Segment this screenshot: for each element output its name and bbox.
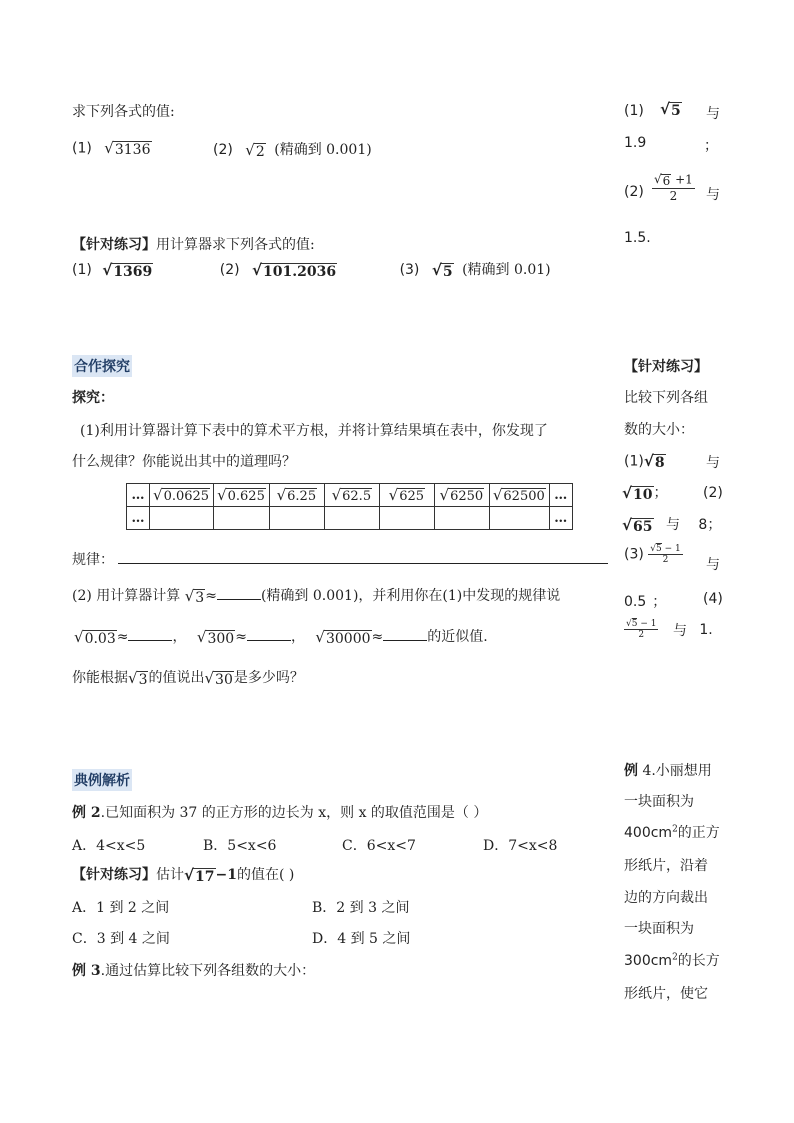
- table-cell: …: [127, 507, 150, 530]
- table-cell: √ 6.25: [269, 484, 324, 507]
- table-cell-blank[interactable]: [379, 507, 434, 530]
- sqrt-expression: √ 5: [660, 100, 681, 119]
- sqrt-expression: √ 0.03: [74, 627, 116, 647]
- item-label: (3): [399, 262, 420, 278]
- right-practice-line2: 数的大小：: [624, 422, 694, 438]
- right-practice-line8: $\frac{√5 - 1}{2}$ 与 1.: [626, 619, 713, 640]
- rule-label: 规律：: [72, 552, 114, 568]
- practice2-question: 【针对练习】估计 √ 17 −1的值在( ): [72, 865, 295, 885]
- right-practice-line6: (3) $\frac{√5 - 1}{2}$: [624, 544, 681, 565]
- table-cell: …: [549, 484, 572, 507]
- practice-text: 用计算器求下列各式的值:: [156, 237, 315, 253]
- fraction: $\frac{√5 - 1}{2}$: [626, 619, 657, 640]
- right-r1-semicolon: ；: [704, 138, 718, 154]
- explore-para-line1: (1)利用计算器计算下表中的算术平方根，并将计算结果填在表中，你发现了: [80, 423, 548, 439]
- sqrt-expression: √ 10: [622, 483, 653, 503]
- sqrt-expression: √ 1369: [102, 260, 153, 280]
- table-cell: √ 0.625: [214, 484, 270, 507]
- table-cell: √ 62.5: [324, 484, 379, 507]
- table-cell: √ 625: [379, 484, 434, 507]
- right-practice-l3-yu: 与: [706, 455, 720, 471]
- table-cell: …: [127, 484, 150, 507]
- practice2-option-b[interactable]: B．2 到 3 之间: [312, 900, 410, 916]
- example4-line7: $300cm^2$的长方: [624, 952, 720, 969]
- table-cell-blank[interactable]: [214, 507, 270, 530]
- right-practice-heading: 【针对练习】: [624, 359, 708, 375]
- answer-blank[interactable]: [383, 628, 427, 641]
- rule-answer-line[interactable]: [118, 563, 608, 564]
- right-r2-frac: [652, 172, 695, 203]
- example4-line6: 一块面积为: [624, 921, 694, 937]
- example2-option-c[interactable]: C．6<x<7: [342, 838, 416, 854]
- answer-blank[interactable]: [128, 628, 172, 641]
- section1-item2: [213, 139, 372, 160]
- explore-part2-approx-line: √ 0.03 ≈ ， √ 300 ≈ ， √ 30000 ≈ 的近似值.: [74, 627, 488, 647]
- practice1-items: [72, 259, 551, 280]
- example4-line8: 形纸片，使它: [624, 986, 708, 1002]
- right-r1-label: (1): [624, 103, 644, 119]
- table-cell: √ 0.0625: [150, 484, 214, 507]
- answer-blank[interactable]: [247, 628, 291, 641]
- table-cell-blank[interactable]: [269, 507, 324, 530]
- section1-item1: [72, 139, 152, 158]
- item-label: (1): [72, 262, 92, 278]
- example2-question: 例 2.已知面积为 37 的正方形的边长为 x，则 x 的取值范围是（ ）: [72, 805, 488, 821]
- sqrt-expression: √ 2: [245, 140, 265, 160]
- table-cell-blank[interactable]: [434, 507, 489, 530]
- example3-question: 例 3.通过估算比较下列各组数的大小：: [72, 963, 316, 979]
- explore-part2-line: (2) 用计算器计算 √ 3 ≈ (精确到 0.001)，并利用你在(1)中发现的规律说: [72, 586, 561, 606]
- table-cell-blank[interactable]: [324, 507, 379, 530]
- practice1-line: [72, 234, 315, 254]
- fraction: √ 6 +1 2: [654, 172, 693, 203]
- item-label: (2): [219, 262, 240, 278]
- practice2-option-a[interactable]: A．1 到 2 之间: [72, 900, 170, 916]
- right-practice-l7-label: (4): [703, 591, 723, 607]
- right-practice-l4-label: (2): [703, 485, 723, 501]
- precision-note: (精确到 0.001): [274, 142, 372, 158]
- sqrt-expression: √ 30000: [315, 627, 371, 647]
- right-practice-l6-yu: 与: [706, 557, 720, 573]
- right-r2-yu: 与: [706, 187, 720, 203]
- example4-line3: $400cm^2$的正方: [624, 824, 720, 841]
- section-heading-examples: 典例解析: [72, 769, 132, 791]
- section-heading-cooperative: 合作探究: [72, 355, 132, 377]
- sqrt-expression: √ 3: [128, 668, 148, 688]
- right-r2-label: (2): [624, 184, 644, 200]
- example2-option-d[interactable]: D．7<x<8: [483, 838, 558, 854]
- table-cell: √ 62500: [489, 484, 549, 507]
- answer-blank[interactable]: [217, 587, 261, 600]
- sqrt-expression: √ 3: [184, 586, 205, 606]
- right-practice-line5: √ 65 与 8；: [622, 515, 722, 535]
- item-label: (2): [213, 142, 233, 158]
- sqrt-expression: √ 5: [431, 260, 453, 280]
- practice2-option-c[interactable]: C．3 到 4 之间: [72, 931, 170, 947]
- sqrt-table: [126, 483, 573, 530]
- example4-line2: 一块面积为: [624, 794, 694, 810]
- example4-line5: 边的方向裁出: [624, 890, 708, 906]
- example4-line1: 例 4.小丽想用: [624, 763, 712, 779]
- section1-intro: 求下列各式的值:: [72, 104, 175, 120]
- sqrt-expression: √ 300: [196, 627, 235, 647]
- practice2-option-d[interactable]: D．4 到 5 之间: [312, 931, 411, 947]
- table-cell-blank[interactable]: [489, 507, 549, 530]
- table-cell-blank[interactable]: [150, 507, 214, 530]
- example2-option-b[interactable]: B．5<x<6: [203, 838, 277, 854]
- fraction: $\frac{√5 - 1}{2}$: [650, 544, 681, 565]
- right-r2-value: 1.5.: [624, 230, 651, 246]
- explore-label: 探究：: [72, 390, 114, 406]
- sqrt-expression: √ 30: [204, 668, 233, 688]
- sqrt-expression: √ 8: [643, 452, 665, 471]
- table-cell: …: [549, 507, 572, 530]
- explore-para-line2: 什么规律？你能说出其中的道理吗？: [72, 454, 296, 470]
- right-r1-value: 1.9: [624, 135, 647, 151]
- right-practice-line4: √ 10 ；: [622, 483, 668, 503]
- example4-line4: 形纸片，沿着: [624, 858, 708, 874]
- sqrt-expression: √ 65: [622, 515, 653, 535]
- right-practice-line1: 比较下列各组: [624, 390, 708, 406]
- table-cell: √ 6250: [434, 484, 489, 507]
- sqrt-expression: √ 17: [184, 865, 215, 885]
- example2-option-a[interactable]: A．4<x<5: [72, 838, 146, 854]
- sqrt-expression: √ 3136: [104, 139, 151, 158]
- practice-bracket: 【针对练习】: [72, 237, 156, 253]
- table-row: [127, 507, 573, 530]
- sqrt-expression: √ 101.2036: [252, 260, 337, 280]
- right-r1-yu: 与: [706, 106, 720, 122]
- item-label: (1): [72, 140, 92, 157]
- precision-note: (精确到 0.01): [462, 262, 551, 278]
- right-practice-line7: 0.5 ；: [624, 594, 667, 610]
- right-r1-sqrt: [660, 100, 682, 119]
- data-table: [126, 483, 573, 530]
- table-row: [127, 484, 573, 507]
- right-practice-line3: (1) √ 8: [624, 452, 665, 471]
- explore-question: 你能根据 √ 3 的值说出 √ 30 是多少吗？: [72, 668, 304, 688]
